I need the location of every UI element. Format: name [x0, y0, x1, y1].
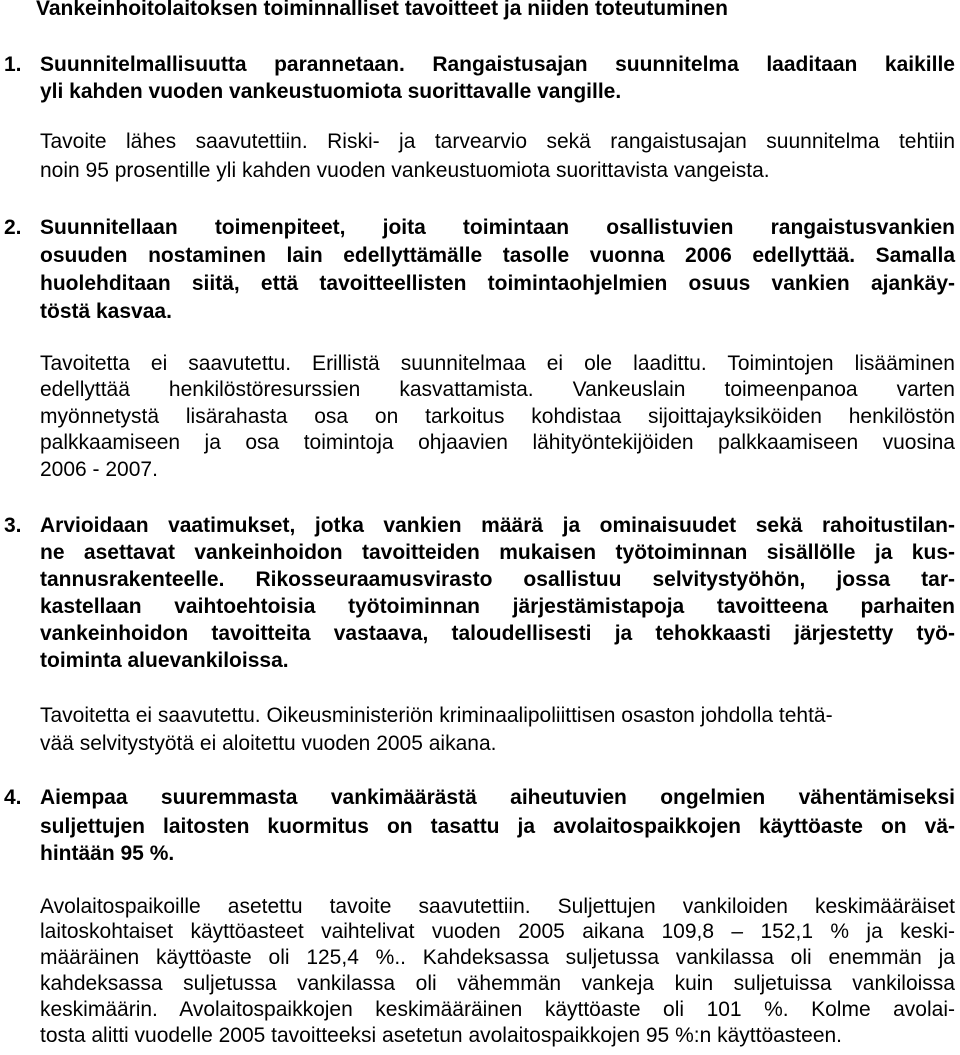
document-heading: Vankeinhoitolaitoksen toiminnalliset tavoitteet ja niiden toteutuminen [36, 0, 728, 20]
goal-line: 2. Suunnitellaan toimenpiteet, joita toimintaan osallistuvien rangaistusvankien [0, 213, 960, 243]
item-number: 3. [4, 514, 22, 537]
goal-line: yli kahden vuoden vankeustuomiota suorittavalle vangille. [40, 80, 622, 103]
goal-line: tannusrakenteelle. Rikosseuraamusvirasto osallistuu selvitystyöhön, jossa tar- [40, 568, 955, 591]
status-line: Tavoitetta ei saavutettu. Oikeusministeriön kriminaalipoliittisen osaston johdolla tehtä- [40, 704, 833, 727]
item-number: 2. [4, 216, 22, 239]
status-line: edellyttää henkilöstöresurssien kasvattamista. Vankeuslain toimeenpanoa varten [40, 378, 955, 401]
goal-line: töstä kasvaa. [40, 300, 172, 323]
status-line: tosta alitti vuodelle 2005 tavoitteeksi asetetun avolaitospaikkojen 95 %:n käyttöasteen. [40, 1024, 843, 1047]
goal-line: vankeinhoidon tavoitteita vastaava, taloudellisesti ja tehokkaasti järjestetty työ- [40, 622, 955, 645]
goal-line: huolehditaan siitä, että tavoitteellisten toimintaohjelmien osuus vankien ajankäy- [40, 272, 955, 295]
status-line: Avolaitospaikoille asetettu tavoite saavutettiin. Suljettujen vankiloiden keskimääräiset [40, 895, 955, 918]
status-line: Tavoitetta ei saavutettu. Erillistä suunnitelmaa ei ole laadittu. Toimintojen lisääminen [40, 352, 955, 375]
goal-line: ne asettavat vankeinhoidon tavoitteiden mukaisen työtoiminnan sisällölle ja kus- [40, 541, 955, 564]
status-line: vää selvitystyötä ei aloitettu vuoden 2005 aikana. [40, 732, 497, 755]
status-line: laitoskohtaiset käyttöasteet vaihtelivat vuoden 2005 aikana 109,8 – 152,1 % ja keski- [40, 920, 955, 943]
status-line: palkkaamiseen ja osa toimintoja ohjaavien lähityöntekijöiden palkkaamiseen vuosina [40, 431, 955, 454]
goal-line: hintään 95 %. [40, 842, 175, 865]
goal-line: toiminta aluevankiloissa. [40, 649, 289, 672]
goal-line: 3. Arvioidaan vaatimukset, jotka vankien määrä ja ominaisuudet sekä rahoitustilan- [0, 511, 960, 541]
goal-line: osuuden nostaminen lain edellyttämälle tasolle vuonna 2006 edellyttää. Samalla [40, 244, 955, 267]
item-number: 4. [4, 786, 22, 809]
goal-line: 4. Aiempaa suuremmasta vankimäärästä aiheutuvien ongelmien vähentämiseksi [0, 783, 960, 813]
status-line: määräinen käyttöaste oli 125,4 %.. Kahdeksassa suljetussa vankilassa oli enemmän ja [40, 946, 955, 969]
goal-line: suljettujen laitosten kuormitus on tasattu ja avolaitospaikkojen käyttöaste on vä- [40, 815, 955, 838]
goal-line: 1. Suunnitelmallisuutta parannetaan. Rangaistusajan suunnitelma laaditaan kaikille [0, 50, 960, 80]
status-line: 2006 - 2007. [40, 458, 158, 481]
status-line: kahdeksassa suljetussa vankilassa oli vähemmän vankeja kuin suljetuissa vankiloissa [40, 972, 955, 995]
status-line: Tavoite lähes saavutettiin. Riski- ja tarvearvio sekä rangaistusajan suunnitelma tehtiin [40, 130, 955, 153]
goal-line: kastellaan vaihtoehtoisia työtoiminnan järjestämistapoja tavoitteena parhaiten [40, 595, 955, 618]
status-line: noin 95 prosentille yli kahden vuoden vankeustuomiota suorittavista vangeista. [40, 159, 770, 182]
status-line: keskimäärin. Avolaitospaikkojen keskimääräinen käyttöaste oli 101 %. Kolme avolai- [40, 998, 955, 1021]
status-line: myönnetystä lisärahasta osa on tarkoitus kohdistaa sijoittajayksiköiden henkilöstön [40, 405, 955, 428]
item-number: 1. [4, 53, 22, 76]
